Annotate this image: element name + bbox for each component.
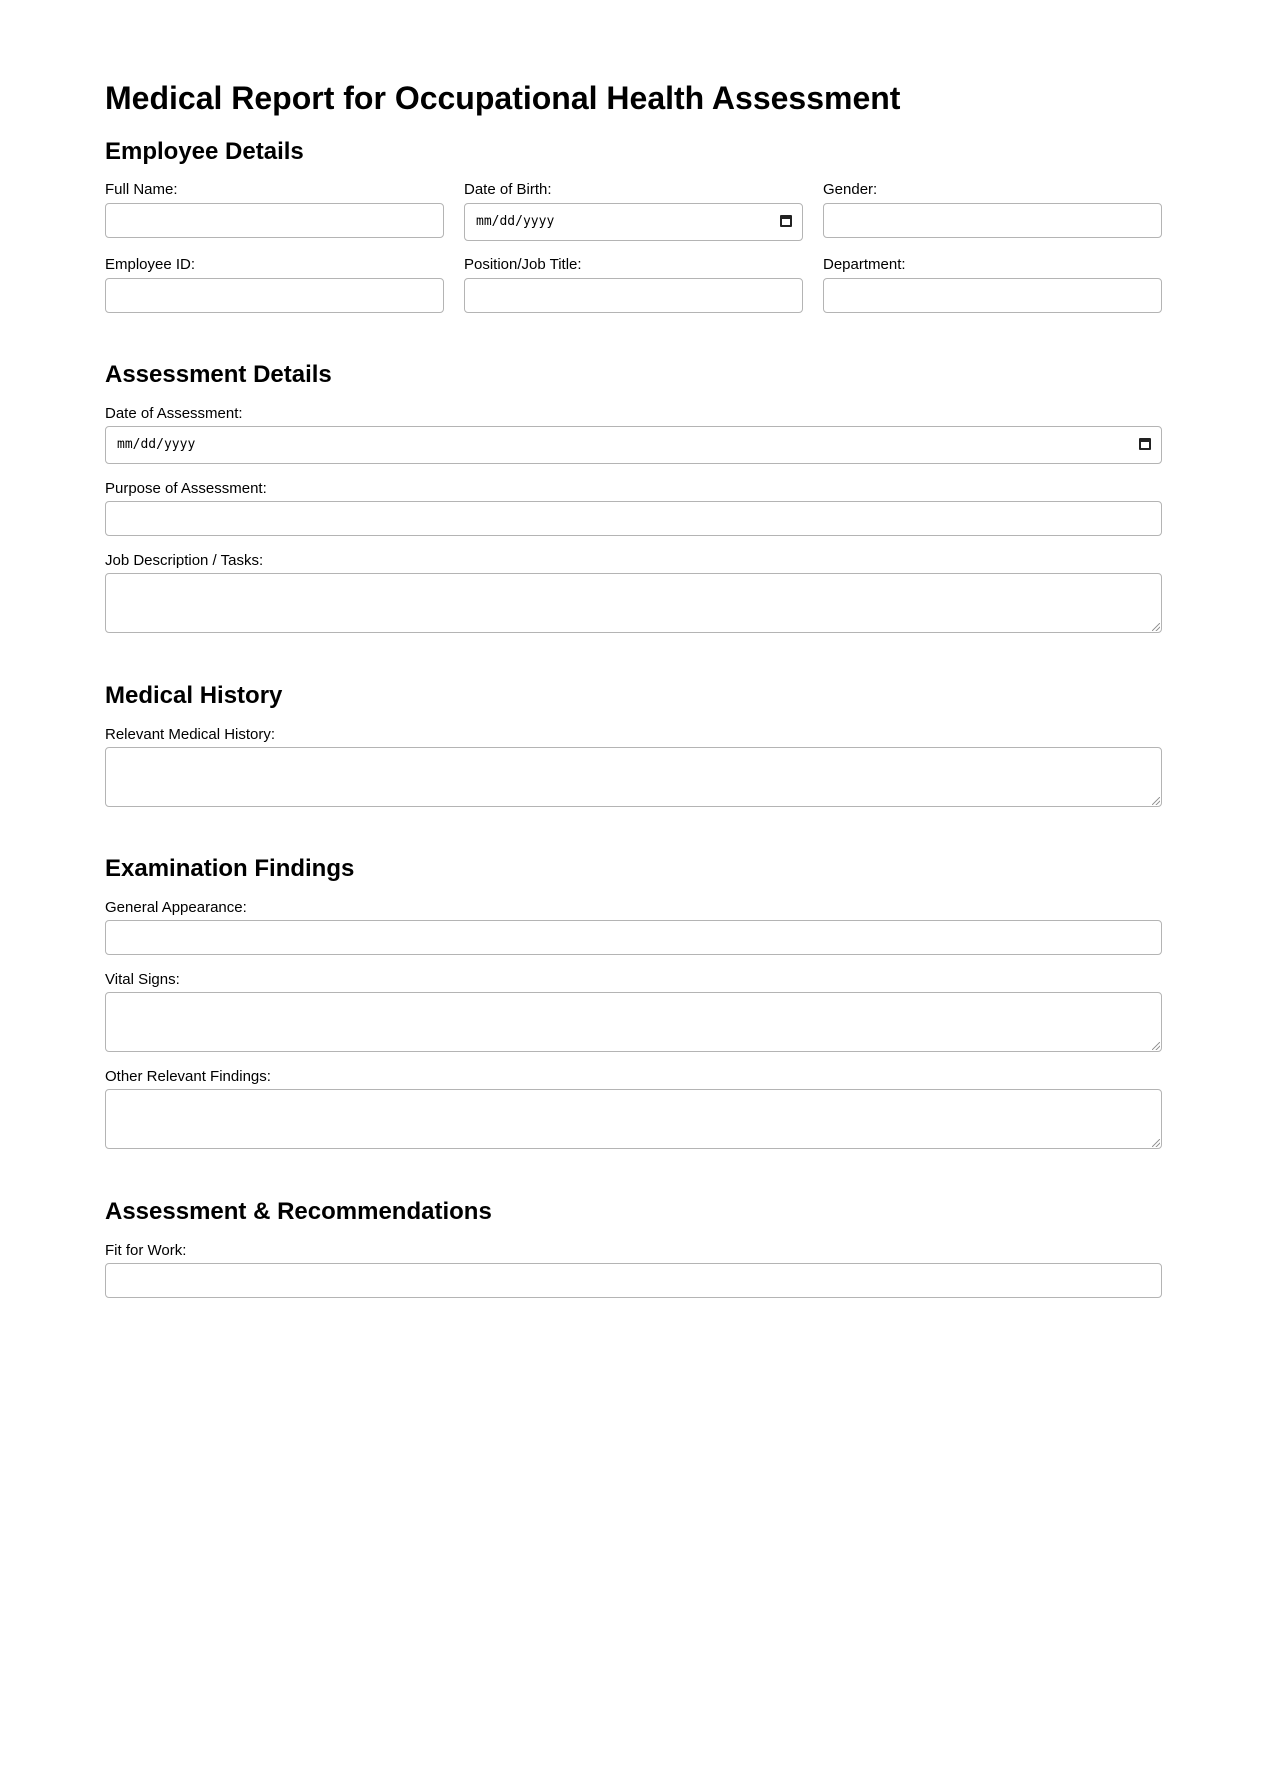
gender-label: Gender: — [823, 181, 878, 198]
assessment-date-label: Date of Assessment: — [105, 405, 243, 422]
fit-for-work-input[interactable] — [105, 1263, 1162, 1298]
other-findings-textarea[interactable] — [105, 1089, 1162, 1149]
medical-history-textarea[interactable] — [105, 747, 1162, 807]
full-name-input[interactable] — [105, 203, 444, 238]
dob-placeholder: mm/dd/yyyy — [476, 214, 555, 229]
purpose-label: Purpose of Assessment: — [105, 480, 267, 497]
general-appearance-label: General Appearance: — [105, 899, 247, 916]
employee-id-label: Employee ID: — [105, 256, 196, 273]
resize-handle-icon[interactable] — [1152, 623, 1160, 631]
calendar-icon[interactable] — [780, 215, 792, 227]
position-label: Position/Job Title: — [464, 256, 582, 273]
section-heading-employee-details: Employee Details — [105, 138, 304, 165]
vital-signs-label: Vital Signs: — [105, 971, 180, 988]
resize-handle-icon[interactable] — [1152, 797, 1160, 805]
dob-input[interactable] — [464, 203, 803, 241]
job-description-label: Job Description / Tasks: — [105, 552, 264, 569]
other-findings-label: Other Relevant Findings: — [105, 1068, 271, 1085]
position-input[interactable] — [464, 278, 803, 313]
vital-signs-textarea[interactable] — [105, 992, 1162, 1052]
section-heading-examination-findings: Examination Findings — [105, 855, 355, 882]
dob-label: Date of Birth: — [464, 181, 552, 198]
job-description-textarea[interactable] — [105, 573, 1162, 633]
section-heading-medical-history: Medical History — [105, 682, 283, 709]
purpose-input[interactable] — [105, 501, 1162, 536]
resize-handle-icon[interactable] — [1152, 1042, 1160, 1050]
fit-for-work-label: Fit for Work: — [105, 1242, 187, 1259]
general-appearance-input[interactable] — [105, 920, 1162, 955]
section-heading-assessment-details: Assessment Details — [105, 361, 332, 388]
page-title: Medical Report for Occupational Health Assessment — [105, 80, 901, 116]
assessment-date-placeholder: mm/dd/yyyy — [117, 437, 196, 452]
calendar-icon[interactable] — [1139, 438, 1151, 450]
full-name-label: Full Name: — [105, 181, 178, 198]
medical-history-label: Relevant Medical History: — [105, 726, 276, 743]
assessment-date-input[interactable] — [105, 426, 1162, 464]
employee-id-input[interactable] — [105, 278, 444, 313]
department-input[interactable] — [823, 278, 1162, 313]
gender-input[interactable] — [823, 203, 1162, 238]
section-heading-recommendations: Assessment & Recommendations — [105, 1198, 492, 1225]
resize-handle-icon[interactable] — [1152, 1139, 1160, 1147]
department-label: Department: — [823, 256, 906, 273]
